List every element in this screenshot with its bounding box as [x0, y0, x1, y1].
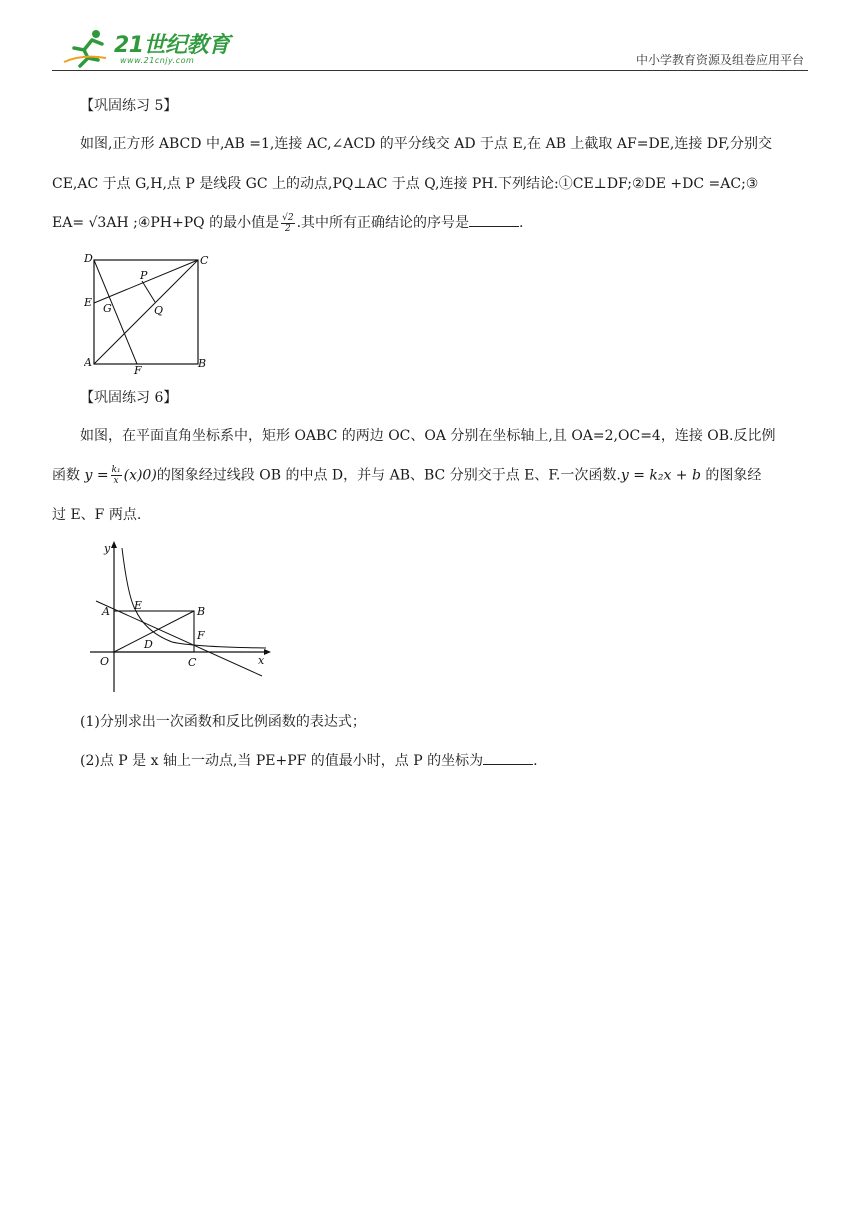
exercise6-line2 [52, 465, 761, 486]
exercise5-title: 【巩固练习 5】 [80, 98, 178, 114]
exercise6-question2 [80, 750, 538, 771]
fraction [111, 465, 122, 486]
label-E: E [84, 296, 93, 309]
fraction-numerator: √2 [282, 212, 294, 223]
exercise6-line2-c: 的图象经 [705, 467, 762, 484]
label-B: B [198, 357, 207, 370]
coordinate-figure [84, 538, 274, 698]
function-domain: (x)0) [123, 467, 157, 484]
linear-function: y = k₂x + b [620, 467, 701, 484]
exercise5-line3-b: .其中所有正确结论的序号是 [296, 215, 470, 231]
logo-url: www.21cnjy.com [120, 56, 195, 65]
label-C: C [200, 254, 209, 267]
label-F: F [134, 364, 142, 375]
answer-blank [469, 212, 519, 227]
exercise6-question2-end: . [533, 753, 538, 769]
label-B: B [197, 605, 206, 618]
exercise5-line3 [52, 212, 523, 234]
answer-blank [483, 750, 533, 765]
exercise5-line3-end: . [519, 215, 524, 231]
header-platform-text: 中小学教育资源及组卷应用平台 [635, 53, 804, 67]
page-header [52, 26, 808, 71]
fraction-denominator: x [113, 476, 119, 486]
logo-text: 21世纪教育 [114, 33, 230, 58]
label-C: C [188, 656, 197, 669]
square-figure [84, 250, 224, 375]
function-y: y = [84, 467, 109, 484]
label-A: A [84, 356, 92, 369]
label-A: A [102, 605, 110, 618]
fraction-denominator: 2 [284, 223, 291, 234]
runner-logo-icon [62, 28, 112, 68]
label-F: F [197, 629, 205, 642]
fraction-numerator: k₁ [111, 465, 121, 475]
logo [62, 28, 232, 68]
exercise6-line2-b: 的图象经过线段 OB 的中点 D，并与 AB、BC 分别交于点 E、F.一次函数. [156, 467, 621, 484]
label-O: O [100, 655, 110, 668]
exercise6-question1: (1)分别求出一次函数和反比例函数的表达式； [80, 714, 366, 730]
label-D: D [84, 252, 93, 265]
exercise6-line1: 如图，在平面直角坐标系中，矩形 OABC 的两边 OC、OA 分别在坐标轴上,且 OA=2,OC=4，连接 OB.反比例 [80, 428, 776, 444]
label-x: x [258, 654, 265, 667]
label-D: D [144, 638, 153, 651]
exercise5-line2: CE,AC 于点 G,H,点 P 是线段 GC 上的动点,PQ⊥AC 于点 Q,连接 PH.下列结论:①CE⊥DF;②DE +DC =AC;③ [52, 176, 759, 192]
fraction [281, 213, 294, 234]
exercise6-question2-a: (2)点 P 是 x 轴上一动点,当 PE+PF 的值最小时，点 P 的坐标为 [80, 753, 484, 769]
exercise5-line1: 如图,正方形 ABCD 中,AB =1,连接 AC,∠ACD 的平分线交 AD 于点 E,在 AB 上截取 AF=DE,连接 DF,分别交 [80, 136, 772, 152]
label-P: P [140, 269, 148, 282]
exercise6-line3: 过 E、F 两点. [52, 507, 142, 523]
label-Q: Q [154, 304, 164, 317]
label-y: y [104, 542, 111, 555]
exercise6-title: 【巩固练习 6】 [80, 390, 178, 406]
label-G: G [103, 302, 112, 315]
exercise6-line2-a: 函数 [52, 467, 80, 484]
label-E: E [134, 599, 143, 612]
exercise5-line3-a: EA= √3AH ;④PH+PQ 的最小值是 [52, 215, 280, 231]
